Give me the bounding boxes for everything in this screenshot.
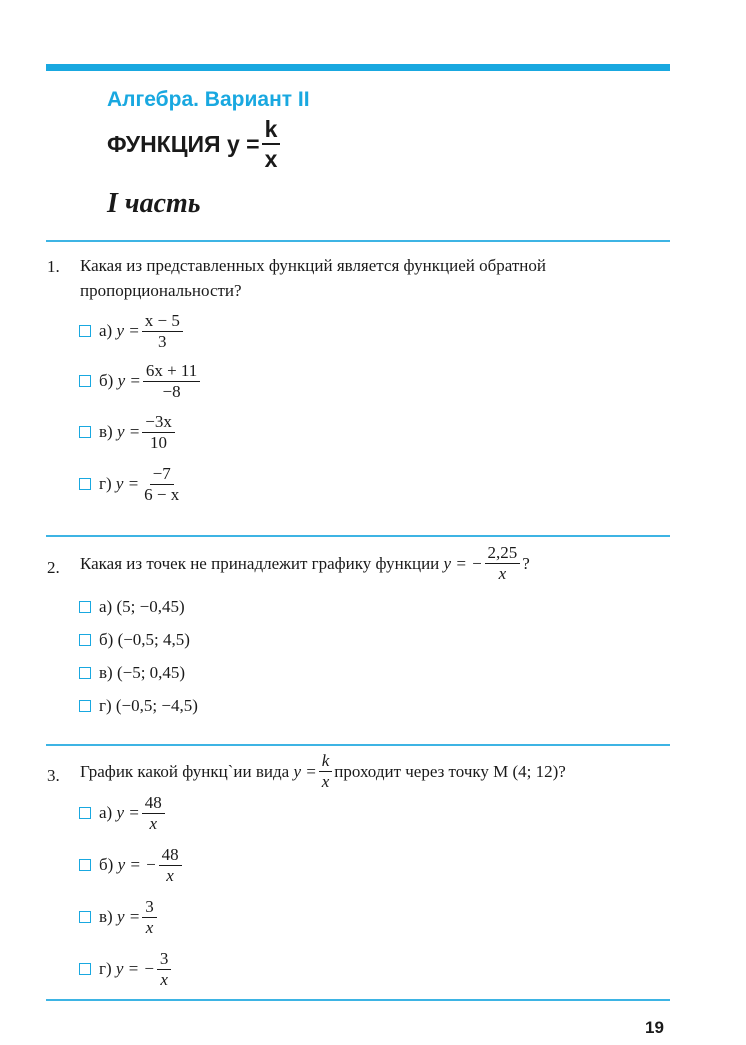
fraction-den: x — [149, 813, 158, 833]
fraction-num: −7 — [150, 465, 174, 485]
topic-fraction-den: x — [264, 146, 278, 173]
option-lhs: y = — [116, 907, 141, 927]
fraction-num: 6x + 11 — [143, 362, 200, 382]
q2-option-b[interactable] — [79, 630, 190, 650]
part-heading: I часть — [107, 188, 201, 219]
q2-option-c[interactable] — [79, 663, 185, 683]
fraction-den: 10 — [150, 432, 168, 452]
checkbox[interactable] — [79, 634, 91, 646]
q3-option-d[interactable] — [79, 950, 173, 989]
q3-option-b[interactable] — [79, 846, 184, 885]
topic-heading — [107, 117, 282, 171]
q3-option-c[interactable] — [79, 898, 159, 937]
fraction-num: 48 — [159, 846, 182, 866]
fraction-num: −3x — [142, 413, 175, 433]
topic-prefix: ФУНКЦИЯ y = — [107, 130, 260, 157]
question-text-part: Какая из точек не принадлежит графику функции — [80, 553, 440, 573]
divider — [46, 240, 670, 242]
option-lhs: y = — [116, 422, 141, 442]
question-2-fraction — [485, 544, 521, 583]
fraction-den: −8 — [162, 381, 181, 401]
fraction-num: 3 — [157, 950, 172, 970]
q1-option-b[interactable] — [79, 362, 202, 401]
option-letter: в) — [99, 663, 113, 682]
checkbox[interactable] — [79, 859, 91, 871]
formula-lhs: y = − — [443, 553, 483, 573]
option-letter: а) — [99, 321, 113, 341]
q1-option-a[interactable] — [79, 312, 185, 351]
option-letter: г) — [99, 696, 112, 715]
topic-fraction — [262, 117, 281, 171]
q2-option-a[interactable] — [79, 597, 185, 617]
checkbox[interactable] — [79, 700, 91, 712]
option-fraction — [143, 362, 200, 401]
q2-option-d[interactable] — [79, 696, 198, 716]
fraction-den: x — [166, 865, 174, 885]
fraction-den: 3 — [158, 331, 167, 351]
option-value: (−5; 0,45) — [116, 663, 186, 682]
divider — [46, 999, 670, 1001]
q3-option-a[interactable] — [79, 794, 167, 833]
top-accent-bar — [46, 64, 670, 71]
divider — [46, 744, 670, 746]
option-letter: а) — [99, 597, 113, 616]
option-lhs: y = — [116, 321, 140, 341]
option-lhs: y = − — [115, 959, 155, 979]
fraction-den: x — [145, 917, 154, 937]
option-fraction — [142, 794, 165, 833]
checkbox[interactable] — [79, 601, 91, 613]
checkbox[interactable] — [79, 426, 91, 438]
option-letter: б) — [99, 855, 114, 875]
checkbox[interactable] — [79, 667, 91, 679]
divider — [46, 535, 670, 537]
option-letter: в) — [99, 907, 113, 927]
fraction-num: k — [319, 752, 333, 772]
option-value: (−0,5; 4,5) — [117, 630, 190, 649]
fraction-den: x — [321, 771, 330, 791]
question-2-number: 2. — [47, 558, 60, 577]
option-fraction — [141, 465, 182, 504]
subject-heading: Алгебра. Вариант II — [107, 88, 310, 111]
option-lhs: y = − — [117, 855, 157, 875]
question-3-fraction — [319, 752, 333, 791]
question-text-part: ? — [522, 553, 530, 573]
topic-fraction-num: k — [262, 117, 281, 145]
checkbox[interactable] — [79, 911, 91, 923]
fraction-den: x — [160, 969, 168, 989]
option-fraction — [142, 413, 175, 452]
question-3-number: 3. — [47, 766, 60, 785]
option-lhs: y = — [117, 371, 141, 391]
option-value: (5; −0,45) — [116, 597, 185, 616]
option-letter: б) — [99, 630, 114, 649]
fraction-den: x — [498, 563, 507, 583]
checkbox[interactable] — [79, 963, 91, 975]
option-letter: а) — [99, 803, 113, 823]
question-1-text: Какая из представленных функций является функцией обратной пропорциональности? — [80, 256, 546, 300]
fraction-num: 48 — [142, 794, 165, 814]
fraction-num: x − 5 — [142, 312, 183, 332]
option-lhs: y = — [116, 803, 140, 823]
question-text-part: График какой функц`ии вида — [80, 761, 290, 781]
fraction-num: 2,25 — [485, 544, 521, 564]
option-letter: г) — [99, 474, 112, 494]
checkbox[interactable] — [79, 807, 91, 819]
option-fraction — [142, 312, 183, 351]
q1-option-c[interactable] — [79, 413, 177, 452]
option-letter: б) — [99, 371, 114, 391]
option-lhs: y = — [115, 474, 140, 494]
checkbox[interactable] — [79, 375, 91, 387]
page-number: 19 — [645, 1018, 664, 1037]
option-letter: в) — [99, 422, 113, 442]
fraction-num: 3 — [142, 898, 157, 918]
option-value: (−0,5; −4,5) — [115, 696, 198, 715]
option-fraction — [159, 846, 182, 885]
question-1-number: 1. — [47, 257, 60, 276]
question-2-text — [80, 544, 530, 583]
checkbox[interactable] — [79, 478, 91, 490]
fraction-den: 6 − x — [144, 484, 180, 504]
formula-lhs: y = — [293, 761, 317, 781]
option-fraction — [157, 950, 172, 989]
question-text-part: проходит через точку M (4; 12)? — [334, 761, 566, 781]
question-3-text — [80, 752, 566, 791]
option-letter: г) — [99, 959, 112, 979]
checkbox[interactable] — [79, 325, 91, 337]
q1-option-d[interactable] — [79, 465, 184, 504]
option-fraction — [142, 898, 157, 937]
